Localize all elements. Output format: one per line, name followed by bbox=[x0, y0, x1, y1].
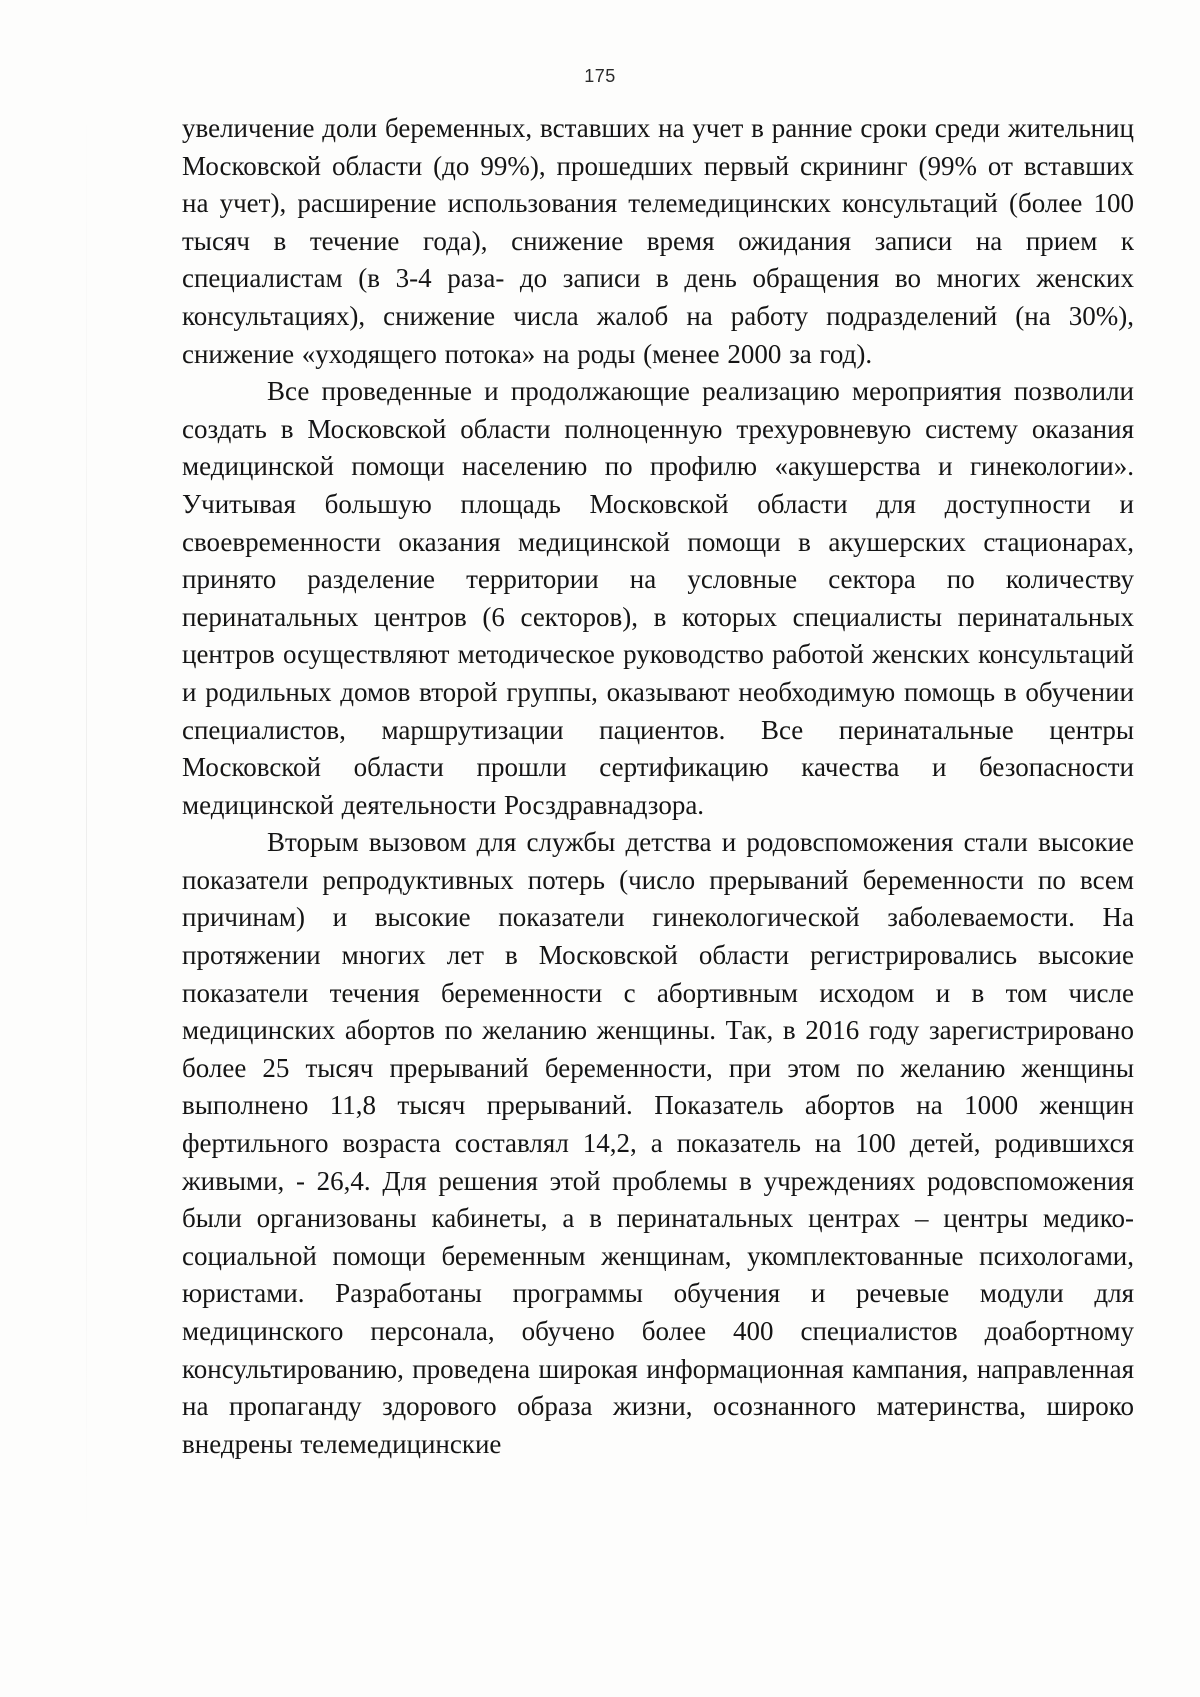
page-number: 175 bbox=[584, 66, 616, 86]
paragraph-reproductive-losses: Вторым вызовом для службы детства и родовспоможения стали высокие показатели репродуктивных потерь (число прерываний беременности по всем причинам) и высокие показатели гинекологической заболеваемости. На протяжении многих лет в Московской области регистрировались высокие показатели течения беременности с абортивным исходом и в том числе медицинских абортов по желанию женщины. Так, в 2016 году зарегистрировано более 25 тысяч прерываний беременности, при этом по желанию женщины выполнено 11,8 тысяч прерываний. Показатель абортов на 1000 женщин фертильного возраста составлял 14,2, а показатель на 100 детей, родившихся живыми, - 26,4. Для решения этой проблемы в учреждениях родовспоможения были организованы кабинеты, а в перинатальных центрах – центры медико-социальной помощи беременным женщинам, укомплектованные психологами, юристами. Разработаны программы обучения и речевые модули для медицинского персонала, обучено более 400 специалистов доабортному консультированию, проведена широкая информационная кампания, направленная на пропаганду здорового образа жизни, осознанного материнства, широко внедрены телемедицинские bbox=[182, 827, 1134, 1459]
scan-edge-shadow bbox=[86, 100, 87, 1550]
paragraph-three-level-system: Все проведенные и продолжающие реализацию мероприятия позволили создать в Московской области полноценную трехуровневую систему оказания медицинской помощи населению по профилю «акушерства и гинекологии». Учитывая большую площадь Московской области для доступности и своевременности оказания медицинской помощи в акушерских стационарах, принято разделение территории на условные сектора по количеству перинатальных центров (6 секторов), в которых специалисты перинатальных центров осуществляют методическое руководство работой женских консультаций и родильных домов второй группы, оказывают необходимую помощь в обучении специалистов, маршрутизации пациентов. Все перинатальные центры Московской области прошли сертификацию качества и безопасности медицинской деятельности Росздравнадзора. bbox=[182, 376, 1134, 820]
body-text bbox=[182, 110, 1134, 1463]
paragraph-continued: увеличение доли беременных, вставших на учет в ранние сроки среди жительниц Московской области (до 99%), прошедших первый скрининг (99% от вставших на учет), расширение использования телемедицинских консультаций (более 100 тысяч в течение года), снижение время ожидания записи на прием к специалистам (в 3-4 раза- до записи в день обращения во многих женских консультациях), снижение числа жалоб на работу подразделений (на 30%), снижение «уходящего потока» на роды (менее 2000 за год). bbox=[182, 113, 1134, 369]
